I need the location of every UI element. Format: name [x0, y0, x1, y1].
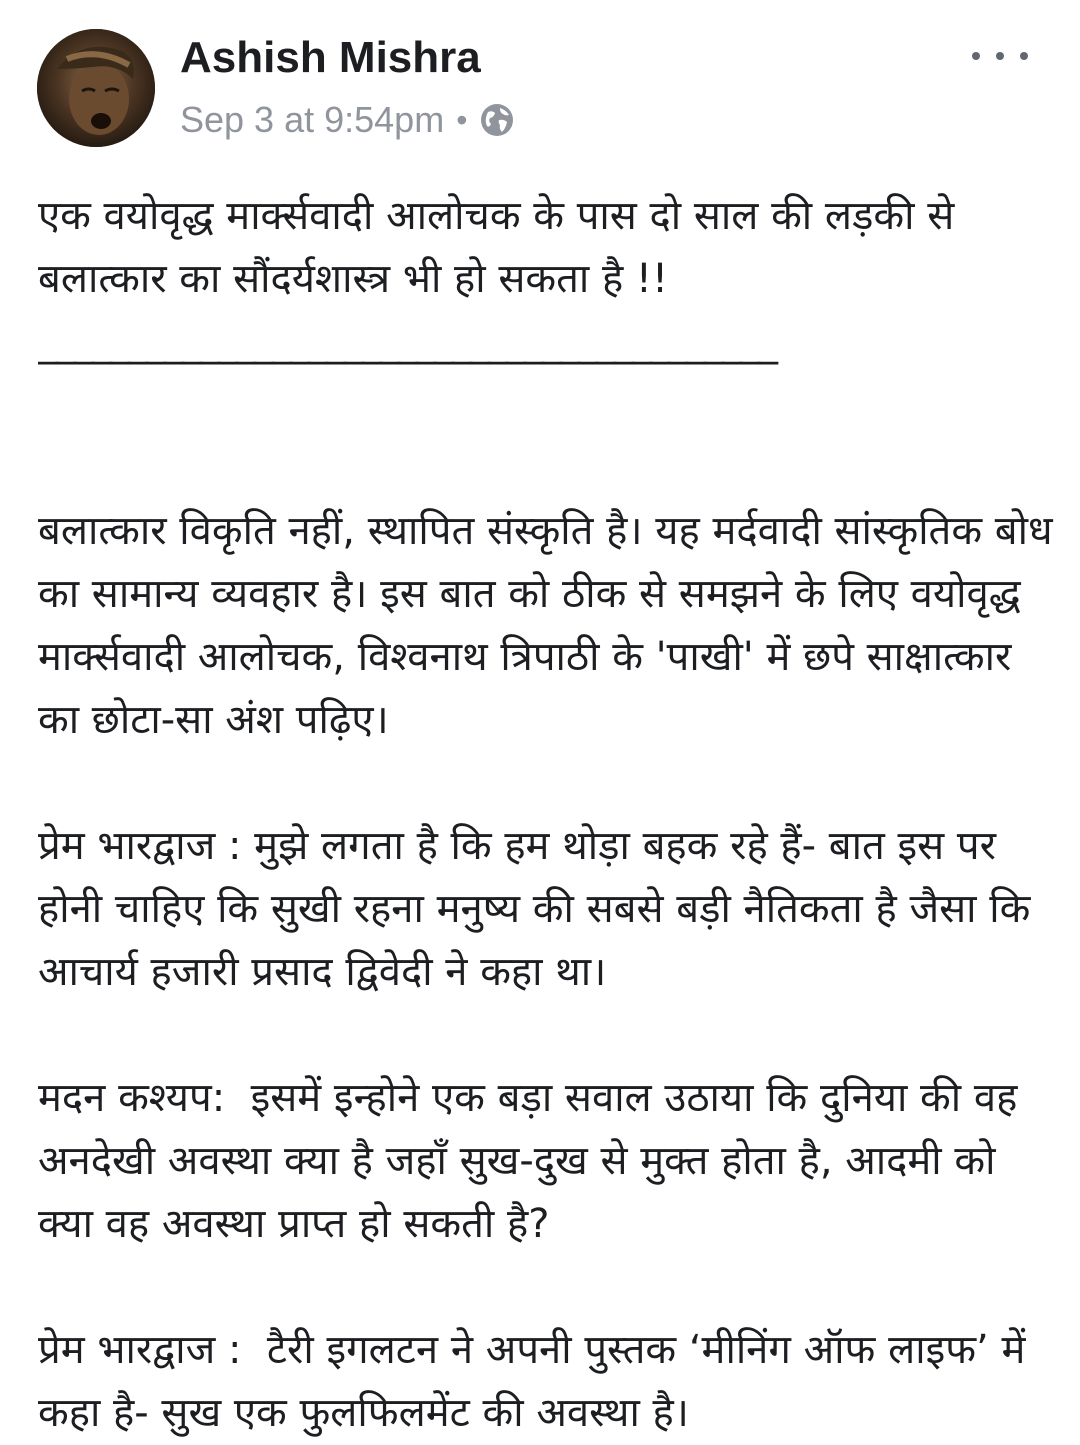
more-options-button[interactable] [968, 34, 1032, 78]
post-paragraph-3: मदन कश्यप: इसमें इन्होने एक बड़ा सवाल उठाया कि दुनिया की वह अनदेखी अवस्था क्या है जहाँ सुख-दुख से मुक्त होता है, आदमी को क्या वह अवस्था प्राप्त हो सकती है? [38, 1075, 1031, 1247]
author-name[interactable]: Ashish Mishra [180, 33, 481, 82]
post-meta [180, 96, 515, 144]
post-paragraph-2: प्रेम भारद्वाज : मुझे लगता है कि हम थोड़ा बहक रहे हैं- बात इस पर होनी चाहिए कि सुखी रहना मनुष्य की सबसे बड़ी नैतिकता है जैसा कि आचार्य हजारी प्रसाद द्विवेदी ने कहा था। [38, 823, 1044, 995]
avatar-image [37, 29, 155, 147]
author-avatar[interactable] [37, 29, 155, 147]
post-body [38, 185, 1066, 1445]
post-timestamp[interactable]: Sep 3 at 9:54pm [180, 99, 445, 140]
post-paragraph-1: बलात्कार विकृति नहीं, स्थापित संस्कृति है। यह मर्दवादी सांस्कृतिक बोध का सामान्य व्यवहार है। इस बात को ठीक से समझने के लिए वयोवृद्ध मार्क्सवादी आलोचक, विश्वनाथ त्रिपाठी के 'पाखी' में छपे साक्षात्कार का छोटा-सा अंश पढ़िए। [38, 508, 1066, 743]
globe-icon[interactable] [479, 102, 515, 138]
post-intro: एक वयोवृद्ध मार्क्सवादी आलोचक के पास दो साल की लड़की से बलात्कार का सौंदर्यशास्त्र भी हो सकता है !! [38, 193, 967, 302]
post-paragraph-4: प्रेम भारद्वाज : टैरी इगलटन ने अपनी पुस्तक ‘मीनिंग ऑफ लाइफ’ में कहा है- सुख एक फुलफिलमेंट की अवस्था है। [38, 1327, 1039, 1436]
text-divider: _________________________________________ [38, 319, 776, 365]
meta-separator: • [456, 101, 468, 138]
post-header [0, 0, 1080, 170]
more-options-icon [972, 52, 980, 60]
